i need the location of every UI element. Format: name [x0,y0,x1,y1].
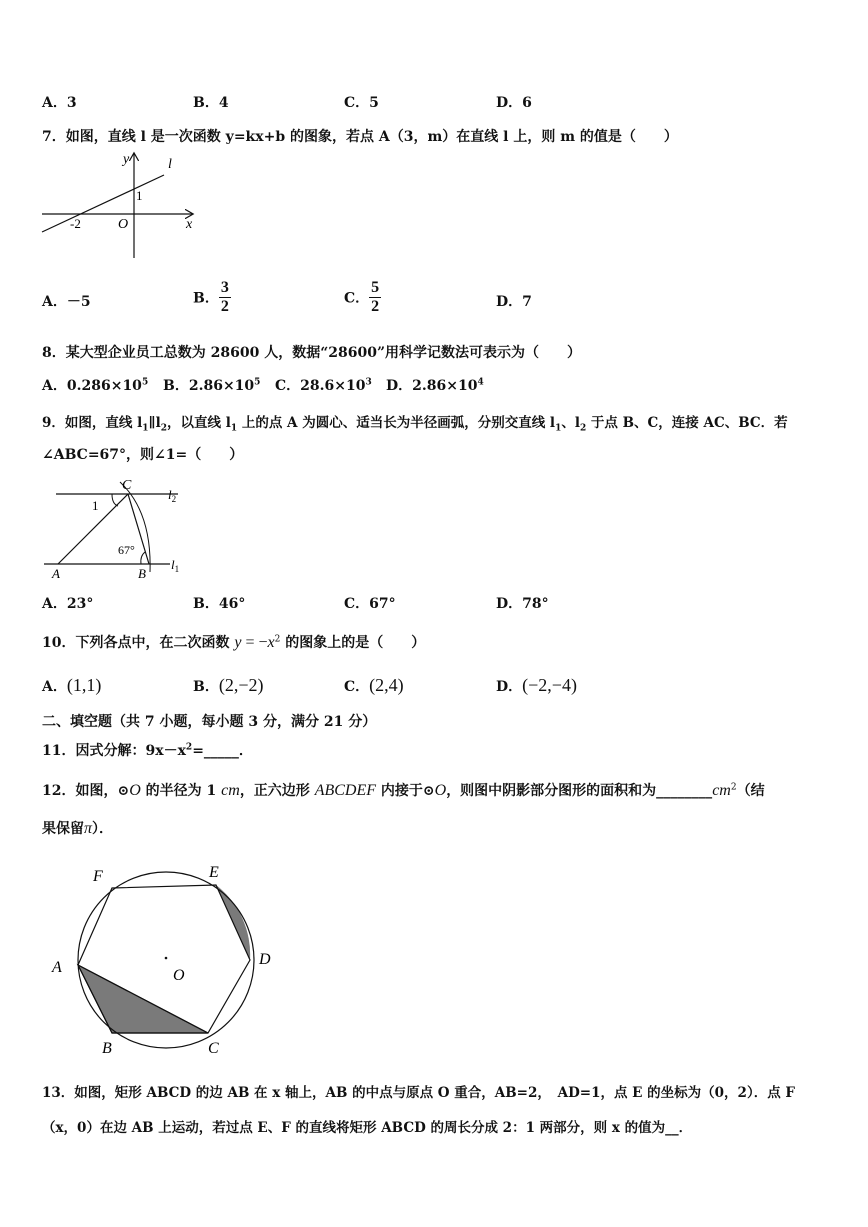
q13-stem-line1: 13．如图，矩形 ABCD 的边 AB 在 x 轴上，AB 的中点与原点 O 重合，AB=2， AD=1，点 E 的坐标为（0，2）．点 F [42,1085,795,1101]
q6-option-b[interactable]: B．4 [193,95,229,111]
q7-option-b-fraction: $\frac{3}{2}$ [220,279,229,315]
q8-stem: 8．某大型企业员工总数为 28600 人，数据“28600”用科学记数法可表示为（ ） [42,345,582,361]
section2-title: 二、填空题（共 7 小题，每小题 3 分，满分 21 分） [42,714,377,730]
q7-stem: 7．如图，直线 l 是一次函数 y=kx+b 的图象，若点 A（3，m）在直线 l 上，则 m 的值是（ ） [42,129,678,145]
q7-option-d[interactable]: D．7 [496,294,532,310]
q6-option-d[interactable]: D．6 [496,95,532,111]
q9-figure [40,472,190,582]
q12-label-b: B [102,1040,112,1057]
q12-center-dot [165,957,168,960]
q9-a-label: A [52,566,60,581]
q8-option-c[interactable]: C．$28.6\times 10^3$ [275,377,372,394]
q9-arc [120,482,150,572]
q10-option-c[interactable]: C．(2,4) [344,675,404,695]
q9-angle67-mark [141,552,145,564]
q10-option-b[interactable]: B．(2,−2) [193,675,264,695]
q12-label-d: D [259,951,271,968]
q12-figure [48,855,283,1060]
q12-stem-line2: 果保留π）． [42,820,114,837]
q7-one-label: 1 [136,188,143,203]
q12-label-f: F [93,868,103,885]
q10-option-d[interactable]: D．(−2,−4) [496,675,577,695]
q7-o-label: O [118,217,129,232]
q9-l2-label: $l_2$ [168,487,177,504]
q10-stem: 10．下列各点中，在二次函数 $y = -x^2$ 的图象上的是（ ） [42,634,426,651]
q7-option-b[interactable]: B． $\frac{3}{2}$ [193,279,229,315]
q9-option-c[interactable]: C．67° [344,596,396,612]
q9-c-label: C [122,478,132,493]
q8-option-a[interactable]: A．$0.286\times 10^5$ [42,377,149,394]
q7-option-c[interactable]: C． $\frac{5}{2}$ [344,279,380,315]
q7-neg2-label: -2 [70,216,81,231]
q9-one-label: 1 [92,498,99,513]
q8-option-d[interactable]: D．$2.86\times 10^4$ [386,377,484,394]
q7-option-a[interactable]: A．－5 [42,294,91,310]
q12-label-a: A [52,959,62,976]
q10-option-a[interactable]: A．(1,1) [42,675,102,695]
q9-option-b[interactable]: B．46° [193,596,246,612]
q7-y-label: y [123,152,130,167]
q7-option-c-fraction: $\frac{5}{2}$ [371,279,380,315]
q13-stem-line2: （x，0）在边 AB 上运动，若过点 E、F 的直线将矩形 ABCD 的周长分成 2：1 两部分，则 x 的值为__． [42,1120,693,1136]
q9-option-d[interactable]: D．78° [496,596,549,612]
q6-option-a[interactable]: A．3 [42,95,77,111]
q7-figure [38,148,203,263]
q12-stem-line1: 12．如图，⊙O 的半径为 1 cm，正六边形 ABCDEF 内接于⊙O，则图中阴影部分图形的面积和为$\_\_\_\_\_\_\_\_cm^2$（结 [42,782,765,799]
q9-stem-line1: 9．如图，直线 $l_1\parallel l_2$，以直线 $l_1$ 上的点 A 为圆心、适当长为半径画弧，分别交直线 $l_1$、$l_2$ 于点 B、C，连接 AC、BC．若 [42,415,788,434]
q11-stem: 11．因式分解：$9x-x^2=\_\_\_\_\_$． [42,742,253,759]
q12-label-e: E [209,864,219,881]
q8-option-b[interactable]: B．$2.86\times 10^5$ [163,377,261,394]
q9-stem-line2: ∠ABC=67°，则∠1=（ ） [42,447,244,463]
q6-option-c[interactable]: C．5 [344,95,379,111]
q12-label-o: O [173,967,185,984]
q12-label-c: C [208,1040,219,1057]
q7-line-l [42,175,164,232]
q7-l-label: l [168,157,172,172]
q9-b-label: B [138,566,146,581]
q9-angle-label: 67° [118,543,135,557]
q9-l1-label: $l_1$ [171,557,180,574]
q7-x-label: x [186,217,193,232]
q9-option-a[interactable]: A．23° [42,596,94,612]
